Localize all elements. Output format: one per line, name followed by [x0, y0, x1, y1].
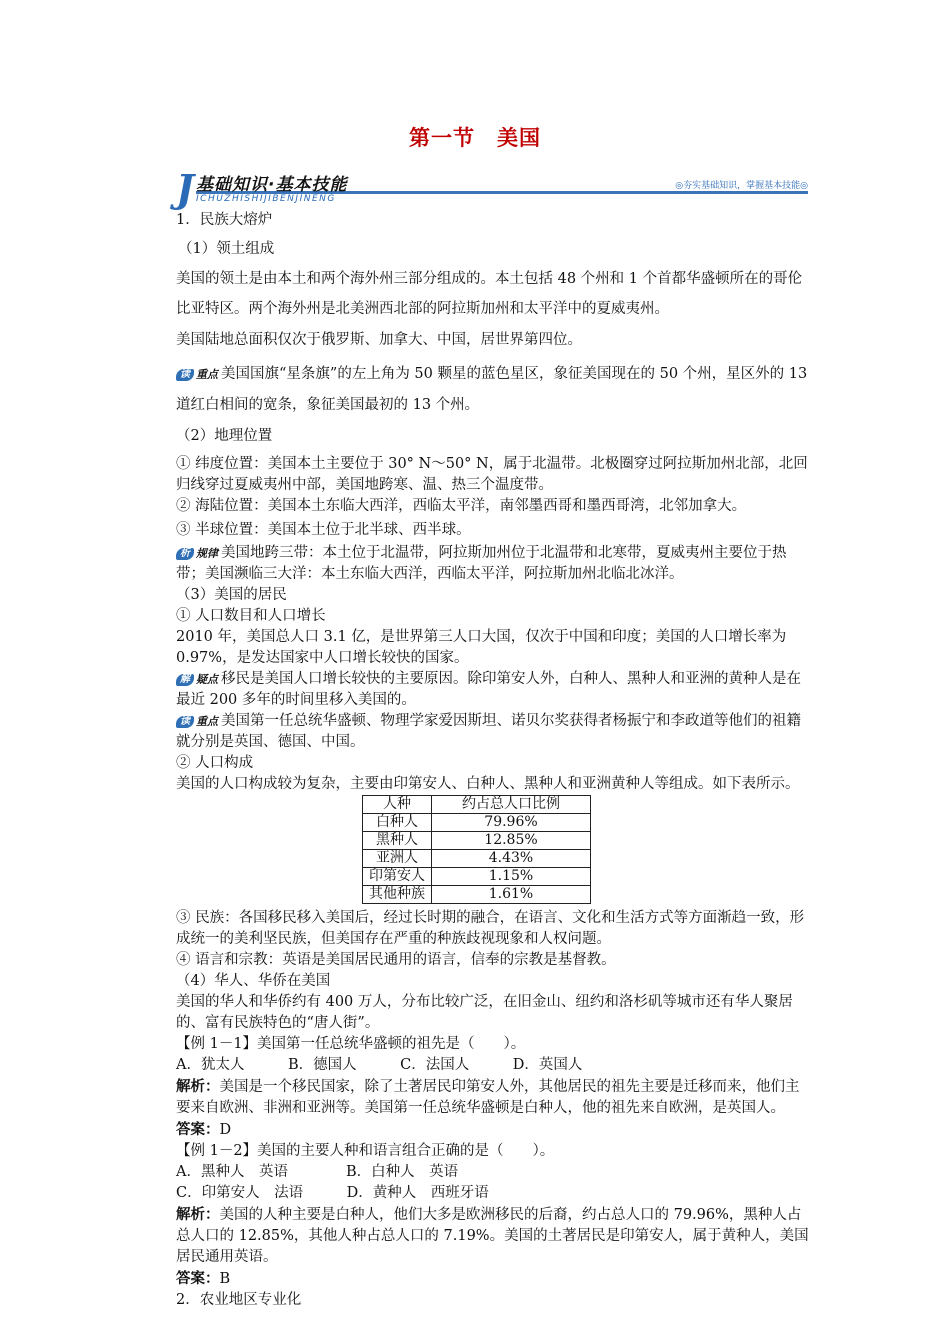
table-cell: 其他种族	[363, 886, 432, 904]
table-cell: 79.96%	[432, 814, 591, 832]
subsection-heading: （2）地理位置	[176, 428, 273, 444]
note-text: 移民是美国人口增长较快的主要原因。除印第安人外，白种人、黑种人和亚洲的黄种人是在最近 200 多年的时间里移入美国的。	[176, 671, 801, 708]
paragraph: 美国的华人和华侨约有 400 万人，分布比较广泛，在旧金山、纽约和洛杉矶等城市还有华人聚居的、富有民族特色的“唐人街”。	[176, 994, 793, 1031]
paragraph: ④ 语言和宗教：英语是美国居民通用的语言，信奉的宗教是基督教。	[176, 952, 616, 968]
table-row	[363, 868, 591, 886]
table-cell: 1.15%	[432, 868, 591, 886]
banner-heading: 基础知识·基本技能	[196, 175, 348, 195]
example-analysis	[176, 1076, 810, 1119]
note-paragraph	[176, 359, 810, 420]
analysis-text: 美国是一个移民国家，除了土著居民印第安人外，其他居民的祖先主要是迁移而来，他们主要来自欧洲、非洲和亚洲等。美国第一任总统华盛顿是白种人，他的祖先来自欧洲，是英国人。	[176, 1079, 800, 1116]
example-question: 【例 1－1】美国第一任总统华盛顿的祖先是（ ）。	[176, 1036, 526, 1052]
subsection-heading: （4）华人、华侨在美国	[176, 973, 331, 989]
paragraph: ② 人口构成	[176, 755, 254, 771]
paragraph: ② 海陆位置：美国本土东临大西洋，西临太平洋，南邻墨西哥和墨西哥湾，北邻加拿大。	[176, 498, 747, 514]
example-answer	[176, 1119, 810, 1141]
section-heading: 2．农业地区专业化	[176, 1292, 302, 1308]
table-cell: 黑种人	[363, 832, 432, 850]
example-options: C．印第安人 法语 D．黄种人 西班牙语	[176, 1185, 489, 1201]
main-content	[176, 206, 810, 1311]
paragraph: ③ 民族：各国移民移入美国后，经过长时期的融合，在语言、文化和生活方式等方面渐趋一致，形成统一的美利坚民族，但美国存在严重的种族歧视现象和人权问题。	[176, 910, 805, 947]
subsection-heading: （3）美国的居民	[176, 587, 287, 603]
paragraph: ① 纬度位置：美国本土主要位于 30° N～50° N，属于北温带。北极圈穿过阿拉斯加州北部，北回归线穿过夏威夷州中部，美国地跨寒、温、热三个温度带。	[176, 456, 808, 493]
example-options: A．黑种人 英语 B．白种人 英语	[176, 1164, 459, 1180]
table-cell: 印第安人	[363, 868, 432, 886]
note-text: 美国国旗“星条旗”的左上角为 50 颗星的蓝色星区，象征美国现在的 50 个州，星区外的 13 道红白相间的宽条，象征美国最初的 13 个州。	[176, 366, 808, 413]
answer-label: 答案：	[176, 1270, 220, 1287]
page-title: 第一节 美国	[409, 125, 541, 150]
example-question: 【例 1－2】美国的主要人种和语言组合正确的是（ ）。	[176, 1143, 555, 1159]
analysis-text: 美国的人种主要是白种人，他们大多是欧洲移民的后裔，约占总人口的 79.96%，黑种人占总人口的 12.85%，其他人种占总人口的 7.19%。美国的土著居民是印第安人，属于黄种人，美国居民通用英语。	[176, 1207, 809, 1265]
paragraph: 2010 年，美国总人口 3.1 亿，是世界第三人口大国，仅次于中国和印度；美国的人口增长率为 0.97%，是发达国家中人口增长较快的国家。	[176, 629, 787, 666]
key-point-icon: 读 重点	[176, 711, 218, 732]
table-cell: 12.85%	[432, 832, 591, 850]
note-paragraph	[176, 711, 810, 753]
table-row	[363, 814, 591, 832]
population-table	[362, 795, 591, 904]
section-banner	[176, 166, 810, 211]
banner-slogan: ◎夯实基础知识，掌握基本技能◎	[675, 181, 808, 191]
section-heading: 1．民族大熔炉	[176, 212, 273, 228]
banner-pinyin: ICHUZHISHIJIBENJINENG	[196, 194, 336, 204]
table-row	[363, 886, 591, 904]
table-header-row	[363, 796, 591, 814]
paragraph: 美国的领土是由本土和两个海外州三部分组成的。本土包括 48 个州和 1 个首都华盛顿所在的哥伦比亚特区。两个海外州是北美洲西北部的阿拉斯加州和太平洋中的夏威夷州。	[176, 271, 803, 317]
analysis-label: 解析：	[176, 1078, 220, 1095]
answer-value: D	[219, 1122, 232, 1138]
note-text: 美国地跨三带：本土位于北温带，阿拉斯加州位于北温带和北寒带，夏威夷州主要位于热带；美国濒临三大洋：本土东临大西洋，西临太平洋，阿拉斯加州北临北冰洋。	[176, 545, 787, 582]
note-paragraph	[176, 669, 810, 711]
rule-icon: 析 规律	[176, 543, 218, 564]
example-analysis	[176, 1204, 810, 1268]
table-cell: 1.61%	[432, 886, 591, 904]
example-answer	[176, 1268, 810, 1290]
subsection-heading: （1）领土组成	[178, 241, 275, 257]
doubt-point-icon: 解 疑点	[176, 669, 218, 690]
analysis-label: 解析：	[176, 1206, 220, 1223]
paragraph: ③ 半球位置：美国本土位于北半球、西半球。	[176, 522, 471, 538]
answer-label: 答案：	[176, 1121, 220, 1138]
banner-logo-letter: J	[176, 166, 194, 211]
answer-value: B	[219, 1271, 231, 1287]
table-header-cell: 约占总人口比例	[432, 796, 591, 814]
paragraph: 美国的人口构成较为复杂，主要由印第安人、白种人、黑种人和亚洲黄种人等组成。如下表所示。	[176, 776, 800, 792]
paragraph: 美国陆地总面积仅次于俄罗斯、加拿大、中国，居世界第四位。	[176, 332, 582, 348]
table-cell: 4.43%	[432, 850, 591, 868]
table-header-cell: 人种	[363, 796, 432, 814]
paragraph: ① 人口数目和人口增长	[176, 608, 326, 624]
example-options: A．犹太人 B．德国人 C．法国人 D．英国人	[176, 1057, 583, 1073]
table-row	[363, 832, 591, 850]
note-text: 美国第一任总统华盛顿、物理学家爱因斯坦、诺贝尔奖获得者杨振宁和李政道等他们的祖籍就分别是英国、德国、中国。	[176, 713, 801, 750]
table-cell: 白种人	[363, 814, 432, 832]
table-row	[363, 850, 591, 868]
key-point-icon: 读 重点	[176, 360, 218, 390]
table-cell: 亚洲人	[363, 850, 432, 868]
note-paragraph	[176, 543, 810, 585]
